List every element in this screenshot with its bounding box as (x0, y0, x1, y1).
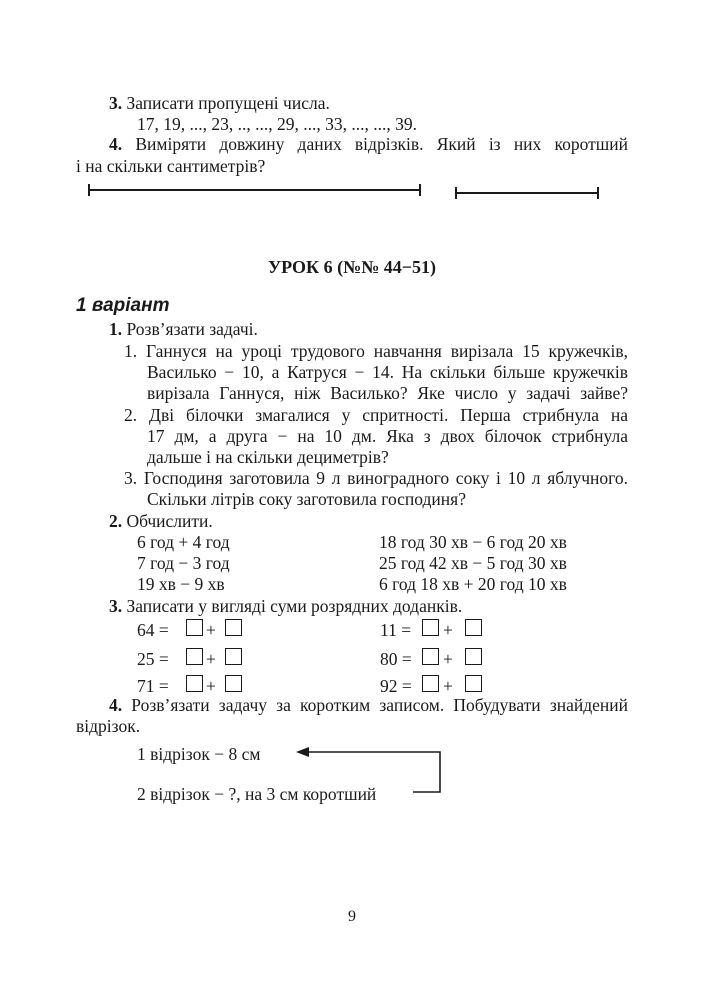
prev-task3-sequence: 17, 19, ..., 23, .., ..., 29, ..., 33, ..., ..., 39. (137, 114, 417, 134)
task2-title: Обчислити. (126, 511, 213, 531)
short-note-row1: 1 відрізок − 8 см (137, 744, 261, 764)
prev-task4-line2: і на скільки сантиметрів? (76, 156, 266, 176)
task1-p1-line1: 1. Ганнуся на уроці трудового навчання вирізала 15 кружечків, (124, 341, 628, 361)
task2-left-3: 19 хв − 9 хв (137, 574, 225, 594)
task1-p2-line3: дальше і на скільки дециметрів? (147, 447, 389, 467)
task2-right-1: 18 год 30 хв − 6 год 20 хв (379, 532, 567, 552)
arrow-head-icon (296, 747, 309, 757)
task2-left-1: 6 год + 4 год (137, 532, 230, 552)
task1-number: 1. (109, 319, 123, 339)
prev-task4-text: Виміряти довжину даних відрізків. Який із них коротший (135, 134, 628, 154)
task1-title: Розв’язати задачі. (126, 319, 258, 339)
task2-right-3: 6 год 18 хв + 20 год 10 хв (379, 574, 567, 594)
task3-number: 3. (109, 596, 123, 616)
task4-line2: відрізок. (76, 716, 141, 736)
prev-task3-text: Записати пропущені числа. (126, 93, 330, 113)
task1-p1-line3: вирізала Ганнуся, ніж Василько? Яке число у задачі зайве? (147, 383, 628, 403)
task1-p2-line1: 2. Дві білочки змагалися у спритності. Перша стрибнула на (124, 405, 628, 425)
task4-number: 4. (109, 695, 123, 715)
variant-title: 1 варіант (76, 295, 170, 316)
task1-p1-line2: Василько − 10, а Катруся − 14. На скільки більше кружечків (147, 362, 628, 382)
prev-task3-number: 3. (109, 93, 123, 113)
task4-text: Розв’язати задачу за коротким записом. Побудувати знайдений (131, 695, 628, 715)
task2-number: 2. (109, 511, 123, 531)
task2-right-2: 25 год 42 хв − 5 год 30 хв (379, 553, 567, 573)
lesson-title: УРОК 6 (№№ 44−51) (267, 257, 437, 277)
short-note-row2: 2 відрізок − ?, на 3 см коротший (137, 784, 377, 804)
task3-title: Записати у вигляді суми розрядних доданків. (126, 596, 463, 616)
task1-p3-line1: 3. Господиня заготовила 9 л виноградного соку і 10 л яблучного. (124, 468, 628, 488)
task1-p3-line2: Скільки літрів соку заготовила господиня? (147, 489, 466, 509)
task1-p2-line2: 17 дм, а друга − на 10 дм. Яка з двох білочок стрибнула (147, 426, 628, 446)
prev-task4-number: 4. (109, 134, 123, 154)
page-number: 9 (348, 908, 356, 925)
task2-left-2: 7 год − 3 год (137, 553, 230, 573)
